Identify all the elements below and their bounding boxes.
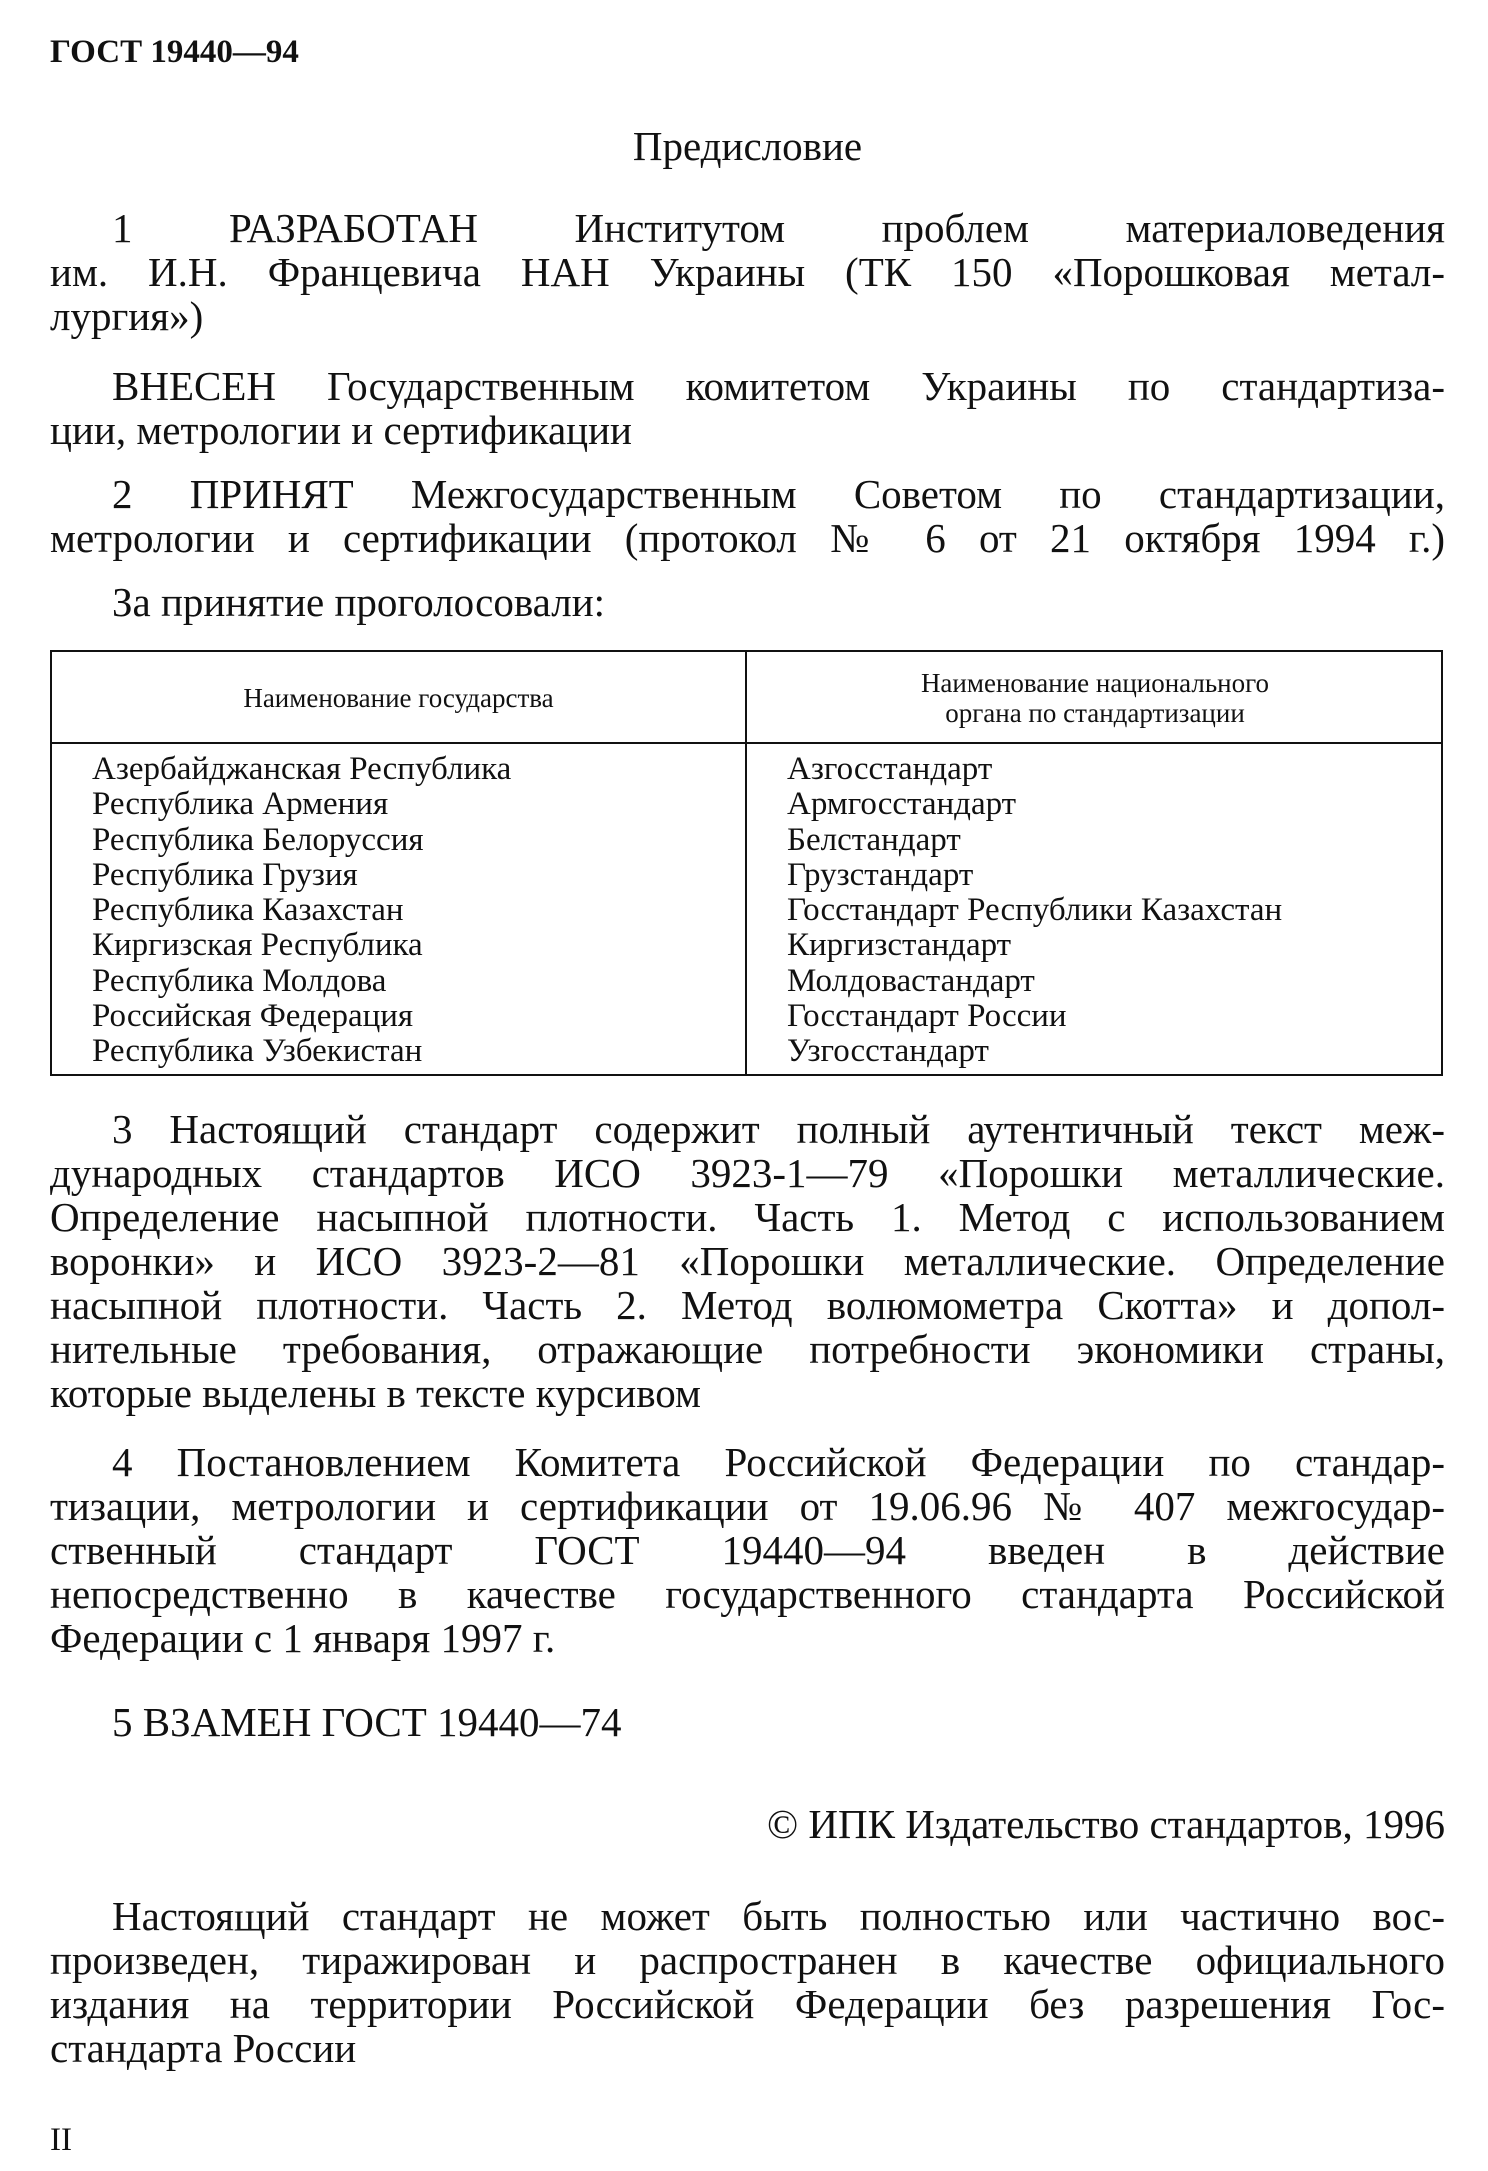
- paragraph-line: ственный стандарт ГОСТ 19440—94 введен в действие: [50, 1527, 1445, 1573]
- paragraph-developed: [50, 206, 1445, 338]
- page-title: Предисловие: [632, 123, 863, 169]
- paragraph-line: воронки» и ИСО 3923-2—81 «Порошки металлические. Определение: [50, 1238, 1445, 1284]
- table-cell-body: Узгосстандарт: [787, 1033, 989, 1070]
- paragraph-line: Настоящий стандарт не может быть полностью или частично вос-: [112, 1893, 1445, 1939]
- table-cell-body: Госстандарт Республики Казахстан: [787, 892, 1283, 929]
- header-cell-text: Наименование национального: [920, 668, 1270, 698]
- paragraph-line: произведен, тиражирован и распространен в качестве официального: [50, 1937, 1445, 1983]
- table-cell-body: Армгосстандарт: [787, 786, 1017, 823]
- paragraph-line: 3 Настоящий стандарт содержит полный аутентичный текст меж-: [112, 1106, 1445, 1152]
- paragraph-resolution: [50, 1440, 1445, 1660]
- paragraph-line: которые выделены в тексте курсивом: [50, 1370, 701, 1416]
- table-cell-state: Республика Казахстан: [92, 892, 404, 929]
- table-cell-body: Киргизстандарт: [787, 927, 1012, 964]
- paragraph-line: 1 РАЗРАБОТАН Институтом проблем материаловедения: [112, 205, 1445, 251]
- paragraph-line: лургия»): [50, 293, 204, 339]
- table-cell-body: Грузстандарт: [787, 856, 974, 893]
- paragraph-adopted: [50, 472, 1445, 560]
- table-header-state: [52, 652, 745, 744]
- paragraph-line: стандарта России: [50, 2025, 357, 2071]
- table-header-body: [747, 652, 1443, 744]
- voting-table: [50, 650, 1443, 1076]
- table-cell-state: Республика Грузия: [92, 856, 358, 893]
- paragraph-line: метрологии и сертификации (протокол № 6 от 21 октября 1994 г.): [50, 515, 1445, 561]
- table-cell-state: Республика Армения: [92, 786, 389, 823]
- paragraph-introduced: [50, 364, 1445, 452]
- paragraph-line: дународных стандартов ИСО 3923-1—79 «Порошки металлические.: [50, 1150, 1445, 1196]
- paragraph-line: 4 Постановлением Комитета Российской Федерации по стандар-: [112, 1439, 1445, 1485]
- paragraph-line: им. И.Н. Францевича НАН Украины (ТК 150 «Порошковая метал-: [50, 249, 1445, 295]
- paragraph-line: нительные требования, отражающие потребности экономики страны,: [50, 1326, 1445, 1372]
- table-cell-body: Молдовастандарт: [787, 962, 1035, 999]
- page-number: II: [50, 2122, 72, 2158]
- table-cell-state: Российская Федерация: [92, 998, 414, 1035]
- table-cell-state: Республика Узбекистан: [92, 1033, 423, 1070]
- table-cell-state: Киргизская Республика: [92, 927, 423, 964]
- paragraph-line: тизации, метрологии и сертификации от 19.06.96 № 407 межгосудар-: [50, 1483, 1445, 1529]
- document-code: ГОСТ 19440—94: [50, 34, 299, 70]
- paragraph-line: ции, метрологии и сертификации: [50, 407, 632, 453]
- paragraph-line: издания на территории Российской Федерации без разрешения Гос-: [50, 1981, 1445, 2027]
- copyright-notice: © ИПК Издательство стандартов, 1996: [766, 1801, 1445, 1847]
- paragraph-line: ВНЕСЕН Государственным комитетом Украины по стандартиза-: [112, 363, 1445, 409]
- paragraph-line: За принятие проголосовали:: [112, 579, 606, 625]
- paragraph-content: [50, 1107, 1445, 1415]
- header-cell-text: Наименование государства: [243, 683, 554, 713]
- paragraph-line: Федерации с 1 января 1997 г.: [50, 1615, 556, 1661]
- table-cell-state: Республика Белоруссия: [92, 821, 424, 858]
- table-column-divider: [745, 652, 747, 1074]
- table-column-bodies: [787, 752, 1282, 1070]
- paragraph-line: насыпной плотности. Часть 2. Метод волюмометра Скотта» и допол-: [50, 1282, 1445, 1328]
- table-cell-body: Азгосстандарт: [787, 751, 993, 787]
- table-cell-body: Госстандарт России: [787, 998, 1067, 1035]
- table-column-states: [92, 752, 511, 1070]
- header-cell-text: органа по стандартизации: [945, 698, 1245, 728]
- table-cell-body: Белстандарт: [787, 821, 961, 858]
- paragraph-replaces: [50, 1700, 622, 1744]
- paragraph-line: 5 ВЗАМЕН ГОСТ 19440—74: [112, 1699, 622, 1745]
- table-cell-state: Республика Молдова: [92, 962, 387, 999]
- paragraph-line: Определение насыпной плотности. Часть 1. Метод с использованием: [50, 1194, 1445, 1240]
- paragraph-line: 2 ПРИНЯТ Межгосударственным Советом по стандартизации,: [112, 471, 1445, 517]
- table-cell-state: Азербайджанская Республика: [92, 751, 512, 787]
- paragraph-line: непосредственно в качестве государственного стандарта Российской: [50, 1571, 1445, 1617]
- document-page: [50, 0, 1445, 2171]
- paragraph-reproduction-notice: [50, 1894, 1445, 2070]
- paragraph-voted: [50, 580, 1445, 624]
